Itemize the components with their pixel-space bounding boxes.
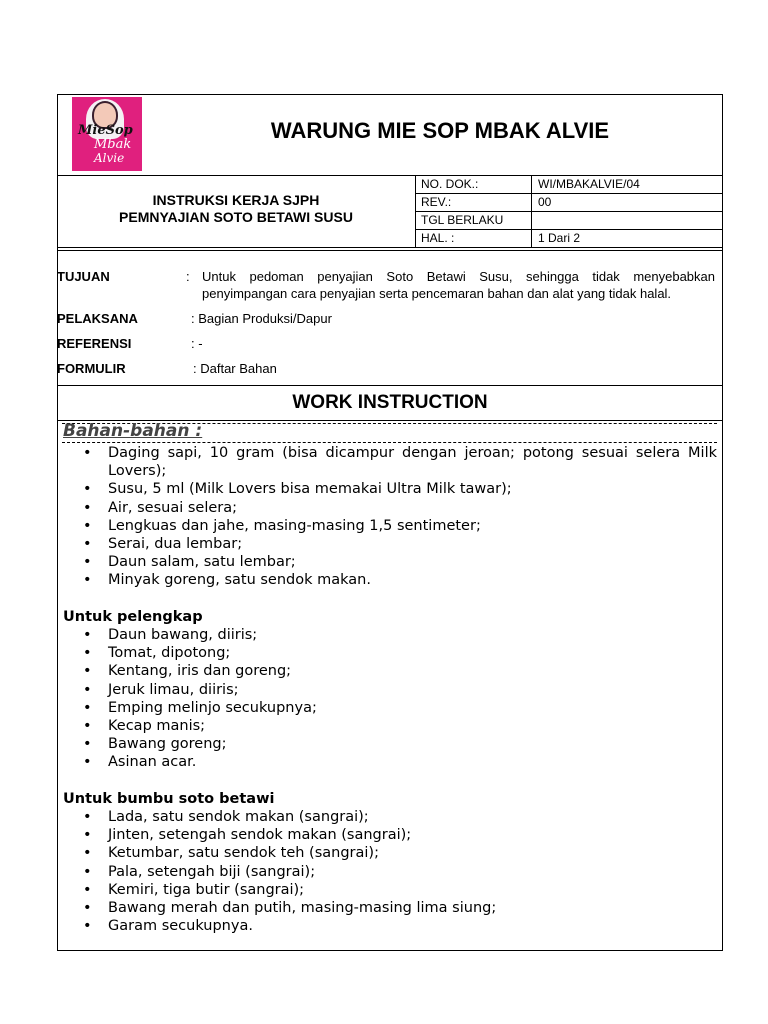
pelaksana-label: PELAKSANA: [57, 311, 138, 326]
divider: [57, 250, 723, 251]
tujuan-label: TUJUAN: [57, 269, 110, 284]
bahan-heading: Bahan-bahan :: [63, 421, 203, 441]
bahan-list: [63, 444, 717, 590]
pelaksana-value: : Bagian Produksi/Dapur: [191, 311, 332, 326]
hal-value: 1 Dari 2: [538, 231, 581, 245]
list-item: • Daun salam, satu lembar;: [63, 553, 717, 571]
pelengkap-list: [63, 626, 717, 772]
bumbu-list: [63, 808, 717, 935]
formulir-label: FORMULIR: [57, 361, 126, 376]
list-item: • Bawang merah dan putih, masing-masing lima siung;: [63, 899, 717, 917]
rev-value: 00: [538, 195, 552, 209]
list-item: • Kecap manis;: [63, 717, 717, 735]
divider: [57, 385, 723, 386]
list-item: • Minyak goreng, satu sendok makan.: [63, 571, 717, 589]
tujuan-colon: :: [186, 269, 190, 284]
list-item: • Susu, 5 ml (Milk Lovers bisa memakai Ultra Milk tawar);: [63, 480, 717, 498]
tujuan-text: [202, 268, 715, 302]
list-item: • Tomat, dipotong;: [63, 644, 717, 662]
work-instruction-heading: WORK INSTRUCTION: [292, 392, 488, 413]
pelengkap-heading: Untuk pelengkap: [63, 608, 203, 625]
subtitle-line-2: PEMNYAJIAN SOTO BETAWI SUSU: [119, 209, 353, 225]
list-item: • Lengkuas dan jahe, masing-masing 1,5 sentimeter;: [63, 517, 717, 535]
list-item: • Kentang, iris dan goreng;: [63, 662, 717, 680]
divider: [57, 175, 723, 176]
list-item: • Emping melinjo secukupnya;: [63, 699, 717, 717]
list-item: • Asinan acar.: [63, 753, 717, 771]
table-divider: [415, 229, 723, 230]
list-item: • Jeruk limau, diiris;: [63, 681, 717, 699]
logo-text-2: Mbak: [94, 137, 132, 152]
tujuan-line-1: Untuk pedoman penyajian Soto Betawi Susu, sehingga tidak menyebabkan: [202, 269, 715, 284]
list-item: • Garam secukupnya.: [63, 917, 717, 935]
list-item: • Kemiri, tiga butir (sangrai);: [63, 881, 717, 899]
page-title: WARUNG MIE SOP MBAK ALVIE: [270, 118, 610, 143]
table-divider: [415, 193, 723, 194]
dashed-rule: [62, 442, 717, 443]
list-item: • Jinten, setengah sendok makan (sangrai);: [63, 826, 717, 844]
list-item: • Daun bawang, diiris;: [63, 626, 717, 644]
formulir-value: : Daftar Bahan: [193, 361, 277, 376]
logo-text-1: MieSop: [78, 123, 133, 138]
list-item: • Ketumbar, satu sendok teh (sangrai);: [63, 844, 717, 862]
referensi-value: : -: [191, 336, 203, 351]
rev-label: REV.:: [421, 195, 452, 209]
doc-no-value: WI/MBAKALVIE/04: [538, 177, 640, 191]
list-item: • Lada, satu sendok makan (sangrai);: [63, 808, 717, 826]
doc-no-label: NO. DOK.:: [421, 177, 479, 191]
list-item: • Air, sesuai selera;: [63, 499, 717, 517]
list-item: • Pala, setengah biji (sangrai);: [63, 863, 717, 881]
instruction-content: [63, 444, 717, 935]
logo-text-3: Alvie: [94, 151, 125, 165]
list-item: • Bawang goreng;: [63, 735, 717, 753]
list-item: • Daging sapi, 10 gram (bisa dicampur dengan jeroan; potong sesuai selera Milk Lovers);: [63, 444, 717, 480]
hal-label: HAL. :: [421, 231, 455, 245]
bumbu-heading: Untuk bumbu soto betawi: [63, 790, 275, 807]
brand-logo: [72, 97, 142, 171]
tgl-berlaku-label: TGL BERLAKU: [421, 213, 504, 227]
tujuan-line-2: penyimpangan cara penyajian serta pencemaran bahan dan alat yang tidak halal.: [202, 286, 672, 301]
referensi-label: REFERENSI: [57, 336, 132, 351]
subtitle-line-1: INSTRUKSI KERJA SJPH: [152, 192, 320, 208]
list-item: • Serai, dua lembar;: [63, 535, 717, 553]
table-divider: [415, 211, 723, 212]
divider: [57, 247, 723, 248]
